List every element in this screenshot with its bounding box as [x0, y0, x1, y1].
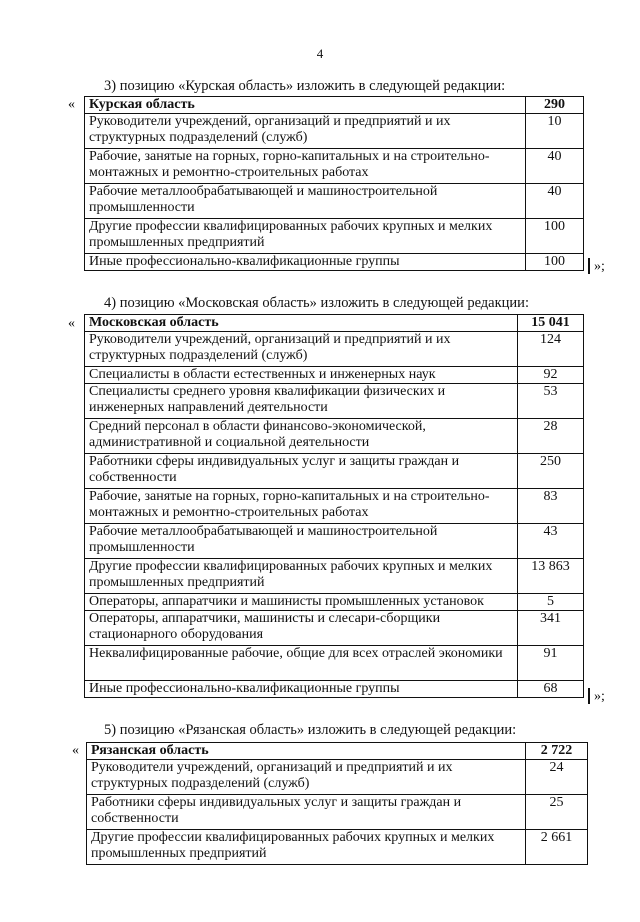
table-header-row: [85, 97, 584, 114]
table-row: [85, 594, 584, 611]
row-label: Другие профессии квалифицированных рабочих крупных и мелких промышленных предприятий: [85, 559, 518, 594]
opening-quote: «: [68, 316, 75, 331]
table-row: [85, 219, 584, 254]
row-label: Неквалифицированные рабочие, общие для всех отраслей экономики: [85, 646, 518, 681]
region-total: 290: [526, 97, 584, 114]
row-value: 341: [518, 611, 584, 646]
closing-bar: [588, 688, 590, 704]
row-label: Работники сферы индивидуальных услуг и защиты граждан и собственности: [85, 454, 518, 489]
section-intro: 3) позицию «Курская область» изложить в следующей редакции:: [104, 78, 506, 94]
row-value: 28: [518, 419, 584, 454]
table-row: [85, 454, 584, 489]
table-row: [85, 611, 584, 646]
region-name: Курская область: [85, 97, 526, 114]
table-header-row: [87, 743, 588, 760]
table-row: [85, 149, 584, 184]
row-value: 100: [526, 254, 584, 271]
table-row: [85, 419, 584, 454]
table-row: [87, 760, 588, 795]
table-row: [85, 489, 584, 524]
row-value: 100: [526, 219, 584, 254]
row-label: Операторы, аппаратчики и машинисты промышленных установок: [85, 594, 518, 611]
closing-quote: »;: [594, 259, 605, 274]
table-row: [85, 646, 584, 681]
table-row: [85, 254, 584, 271]
row-value: 53: [518, 384, 584, 419]
row-value: 68: [518, 681, 584, 698]
table-row: [87, 795, 588, 830]
table-row: [85, 367, 584, 384]
table-row: [85, 681, 584, 698]
row-value: 43: [518, 524, 584, 559]
row-value: 124: [518, 332, 584, 367]
row-label: Операторы, аппаратчики, машинисты и слесари-сборщики стационарного оборудования: [85, 611, 518, 646]
closing-quote: »;: [594, 689, 605, 704]
table-row: [85, 184, 584, 219]
region-name: Московская область: [85, 315, 518, 332]
row-value: 24: [526, 760, 588, 795]
region-name: Рязанская область: [87, 743, 526, 760]
row-label: Иные профессионально-квалификационные группы: [85, 254, 526, 271]
row-label: Рабочие металлообрабатывающей и машиностроительной промышленности: [85, 524, 518, 559]
region-total: 2 722: [526, 743, 588, 760]
row-label: Руководители учреждений, организаций и предприятий и их структурных подразделений (служб): [85, 114, 526, 149]
table-row: [85, 559, 584, 594]
row-label: Работники сферы индивидуальных услуг и защиты граждан и собственности: [87, 795, 526, 830]
opening-quote: «: [72, 743, 79, 758]
row-value: 25: [526, 795, 588, 830]
row-label: Иные профессионально-квалификационные группы: [85, 681, 518, 698]
table-row: [85, 524, 584, 559]
table-row: [85, 114, 584, 149]
row-value: 2 661: [526, 830, 588, 865]
closing-bar: [588, 258, 590, 274]
opening-quote: «: [68, 97, 75, 112]
table-row: [87, 830, 588, 865]
section-intro: 4) позицию «Московская область» изложить в следующей редакции:: [104, 295, 529, 311]
region-table: [86, 742, 588, 865]
row-value: 10: [526, 114, 584, 149]
row-label: Рабочие металлообрабатывающей и машиностроительной промышленности: [85, 184, 526, 219]
table-header-row: [85, 315, 584, 332]
row-value: 91: [518, 646, 584, 681]
row-value: 83: [518, 489, 584, 524]
page-number: 4: [316, 46, 324, 61]
row-label: Специалисты среднего уровня квалификации физических и инженерных направлений деятельности: [85, 384, 518, 419]
row-label: Руководители учреждений, организаций и предприятий и их структурных подразделений (служб): [85, 332, 518, 367]
region-table: [84, 314, 584, 698]
row-label: Рабочие, занятые на горных, горно-капитальных и на строительно-монтажных и ремонтно-строительных работах: [85, 489, 518, 524]
section-intro: 5) позицию «Рязанская область» изложить в следующей редакции:: [104, 722, 517, 738]
row-label: Другие профессии квалифицированных рабочих крупных и мелких промышленных предприятий: [85, 219, 526, 254]
row-label: Руководители учреждений, организаций и предприятий и их структурных подразделений (служб): [87, 760, 526, 795]
row-value: 13 863: [518, 559, 584, 594]
row-value: 40: [526, 184, 584, 219]
region-total: 15 041: [518, 315, 584, 332]
row-value: 5: [518, 594, 584, 611]
row-label: Специалисты в области естественных и инженерных наук: [85, 367, 518, 384]
row-label: Рабочие, занятые на горных, горно-капитальных и на строительно-монтажных и ремонтно-строительных работах: [85, 149, 526, 184]
table-row: [85, 332, 584, 367]
region-table: [84, 96, 584, 271]
row-label: Другие профессии квалифицированных рабочих крупных и мелких промышленных предприятий: [87, 830, 526, 865]
row-value: 40: [526, 149, 584, 184]
row-value: 92: [518, 367, 584, 384]
row-label: Средний персонал в области финансово-экономической, административной и социальной деятельности: [85, 419, 518, 454]
row-value: 250: [518, 454, 584, 489]
table-row: [85, 384, 584, 419]
